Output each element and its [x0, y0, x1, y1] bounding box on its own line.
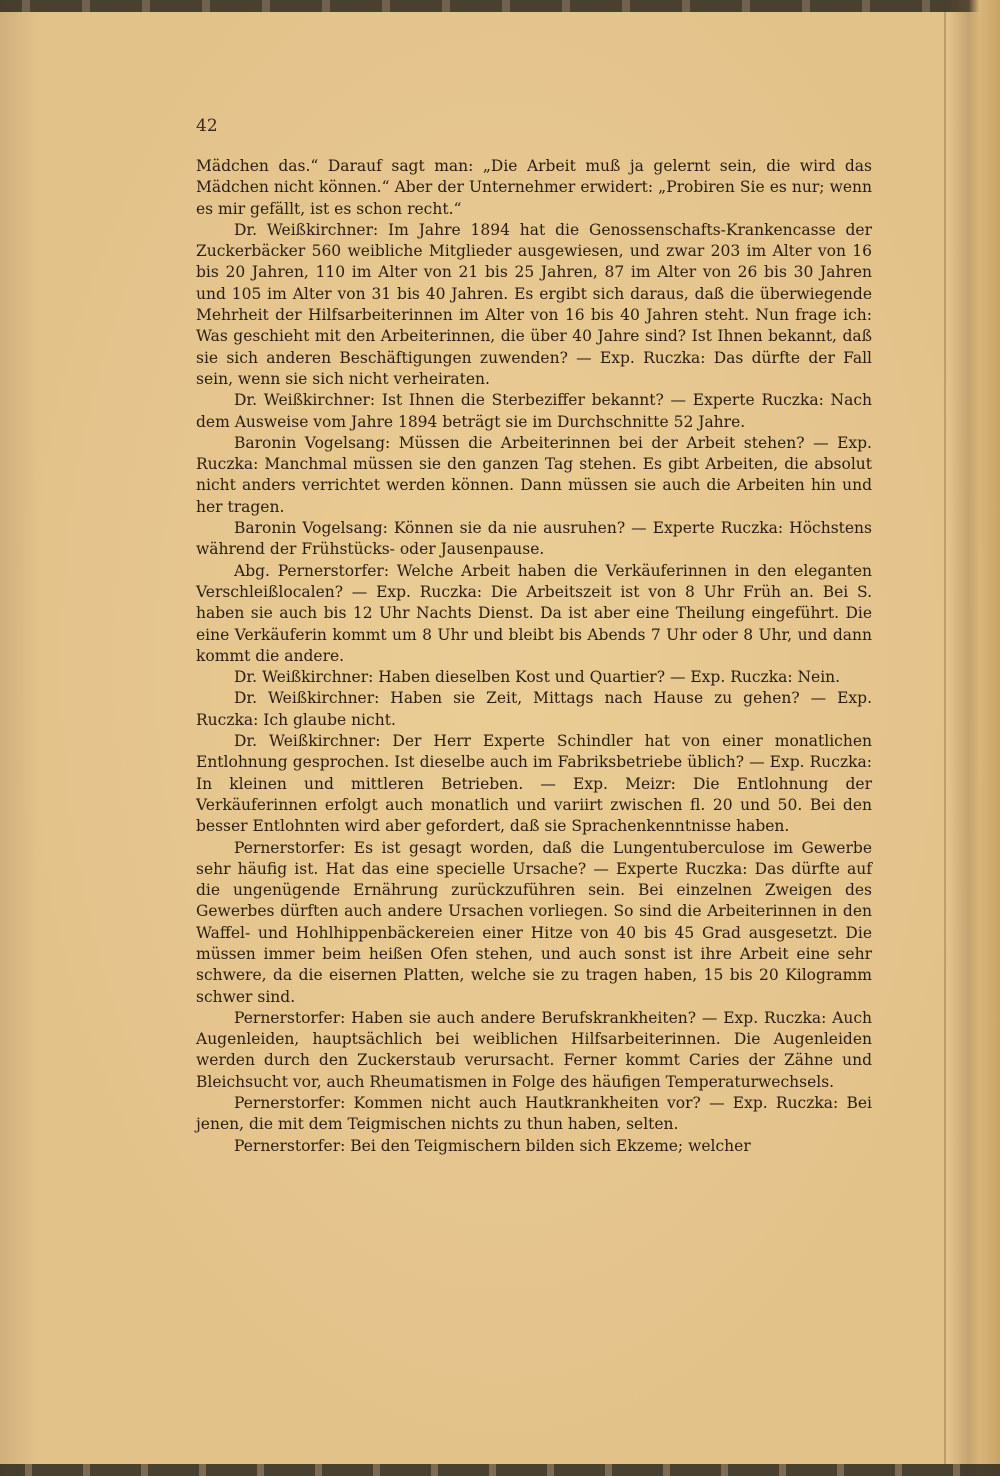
right-page-edge	[948, 0, 1000, 1476]
paragraph: Pernerstorfer: Haben sie auch andere Berufskrankheiten? — Exp. Ruczka: Auch Augenleiden, hauptsächlich bei weiblichen Hilfsarbeiterinnen. Die Augenleiden werden durch den Zuckerstaub verursacht. Ferner kommt Caries der Zähne und Bleichsucht vor, auch Rheumatismen in Folge des häufigen Temperaturwechsels.	[196, 1008, 872, 1091]
bottom-page-edge	[0, 1464, 1000, 1476]
paragraph: Pernerstorfer: Kommen nicht auch Hautkrankheiten vor? — Exp. Ruczka: Bei jenen, die mit dem Teigmischen nichts zu thun haben, selten.	[196, 1094, 872, 1134]
body-text	[196, 156, 872, 1157]
paragraph: Pernerstorfer: Es ist gesagt worden, daß die Lungentuberculose im Gewerbe sehr häufig ist. Hat das eine specielle Ursache? — Experte Ruczka: Das dürfte auf die ungenügende Ernährung zurückzuführen sein. Bei einzelnen Zweigen des Gewerbes dürften auch andere Ursachen vorliegen. So sind die Arbeiterinnen in den Waffel- und Hohlhippenbäckereien einer Hitze von 40 bis 45 Grad ausgesetzt. Die müssen immer beim heißen Ofen stehen, und auch sonst ist ihre Arbeit eine sehr schwere, da die eisernen Platten, welche sie zu tragen haben, 15 bis 20 Kilogramm schwer sind.	[196, 838, 872, 1006]
paragraph: Dr. Weißkirchner: Haben sie Zeit, Mittags nach Hause zu gehen? — Exp. Ruczka: Ich glaube nicht.	[196, 689, 872, 729]
paragraph: Dr. Weißkirchner: Im Jahre 1894 hat die Genossenschafts-Krankencasse der Zuckerbäcker 560 weibliche Mitglieder ausgewiesen, und zwar 203 im Alter von 16 bis 20 Jahren, 110 im Alter von 21 bis 25 Jahren, 87 im Alter von 26 bis 30 Jahren und 105 im Alter von 31 bis 40 Jahren. Es ergibt sich daraus, daß die überwiegende Mehrheit der Hilfsarbeiterinnen im Alter von 16 bis 40 Jahren steht. Nun frage ich: Was geschieht mit den Arbeiterinnen, die über 40 Jahre sind? Ist Ihnen bekannt, daß sie sich anderen Beschäftigungen zuwenden? — Exp. Ruczka: Das dürfte der Fall sein, wenn sie sich nicht verheiraten.	[196, 220, 872, 388]
paragraph: Dr. Weißkirchner: Haben dieselben Kost und Quartier? — Exp. Ruczka: Nein.	[234, 668, 841, 687]
paragraph: Mädchen das.“ Darauf sagt man: „Die Arbeit muß ja gelernt sein, die wird das Mädchen nicht können.“ Aber der Unternehmer erwidert: „Probiren Sie es nur; wenn es mir gefällt, ist es schon recht.“	[196, 157, 872, 218]
page-fold-line	[944, 12, 946, 1464]
top-page-edge	[0, 0, 1000, 12]
paragraph: Dr. Weißkirchner: Der Herr Experte Schindler hat von einer monatlichen Entlohnung gesprochen. Ist dieselbe auch im Fabriksbetriebe üblich? — Exp. Ruczka: In kleinen und mittleren Betrieben. — Exp. Meizr: Die Entlohnung der Verkäuferinnen erfolgt auch monatlich und variirt zwischen fl. 20 und 50. Bei den besser Entlohnten wird aber gefordert, daß sie Sprachenkenntnisse haben.	[196, 732, 872, 836]
paragraph: Abg. Pernerstorfer: Welche Arbeit haben die Verkäuferinnen in den eleganten Verschleißlocalen? — Exp. Ruczka: Die Arbeitszeit ist von 8 Uhr Früh an. Bei S. haben sie auch bis 12 Uhr Nachts Dienst. Da ist aber eine Theilung eingeführt. Die eine Verkäuferin kommt um 8 Uhr und bleibt bis Abends 7 Uhr oder 8 Uhr, und dann kommt die andere.	[196, 561, 872, 665]
page-number: 42	[196, 116, 218, 136]
paragraph: Baronin Vogelsang: Können sie da nie ausruhen? — Experte Ruczka: Höchstens während der Frühstücks- oder Jausenpause.	[196, 519, 872, 559]
paragraph: Pernerstorfer: Bei den Teigmischern bilden sich Ekzeme; welcher	[234, 1136, 751, 1155]
paragraph: Dr. Weißkirchner: Ist Ihnen die Sterbeziffer bekannt? — Experte Ruczka: Nach dem Ausweise vom Jahre 1894 beträgt sie im Durchschnitte 52 Jahre.	[196, 391, 872, 431]
paragraph: Baronin Vogelsang: Müssen die Arbeiterinnen bei der Arbeit stehen? — Exp. Ruczka: Manchmal müssen sie den ganzen Tag stehen. Es gibt Arbeiten, die absolut nicht anders verrichtet werden können. Dann müssen sie auch die Arbeiten hin und her tragen.	[196, 433, 872, 516]
